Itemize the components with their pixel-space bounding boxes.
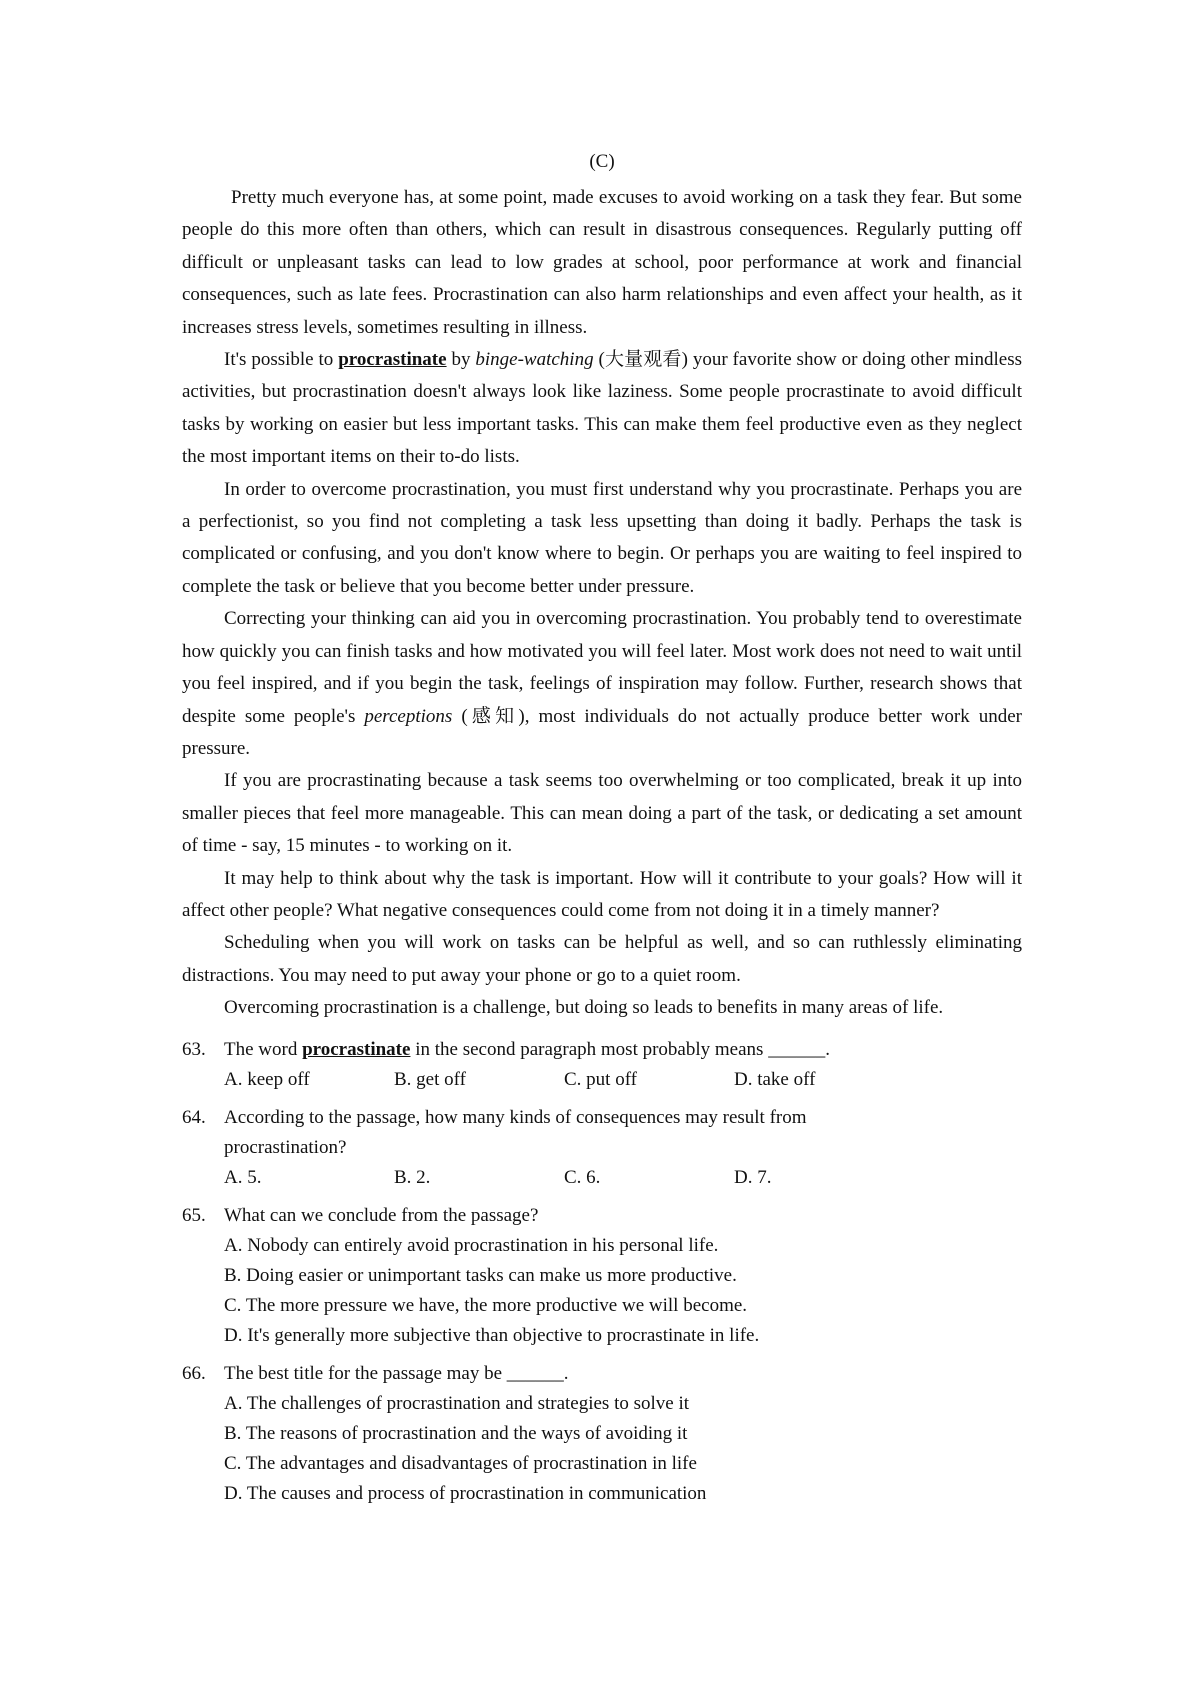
question-list (182, 1035, 1022, 1509)
question-number: 64. (182, 1106, 206, 1128)
question-65 (182, 1201, 1022, 1351)
question-number: 63. (182, 1038, 206, 1060)
question-stem: The best title for the passage may be ______. (224, 1362, 569, 1384)
option-c: C. 6. (564, 1166, 601, 1188)
option-d: D. 7. (734, 1166, 772, 1188)
section-label: (C) (589, 151, 615, 172)
option-b: B. get off (394, 1068, 466, 1090)
paragraph-5: If you are procrastinating because a task seems too overwhelming or too complicated, break it up into smaller pieces that feel more manageable. This can mean doing a part of the task, or dedicating a set amount of time - say, 15 minutes - to working on it. (182, 770, 1022, 857)
option-d: D. It's generally more subjective than objective to procrastinate in life. (224, 1324, 760, 1346)
question-stem-after: in the second paragraph most probably means ______. (410, 1038, 830, 1060)
keyword-procrastinate: procrastinate (338, 349, 447, 371)
question-64 (182, 1103, 1022, 1193)
paragraph-2-text-after: your favorite show or doing other mindless activities, but procrastination doesn't always look like laziness. Some people procrastinate to avoid difficult tasks by working on easier but less important tasks. This can make them feel productive even as they neglect the most important items on their to-do lists. (182, 349, 1022, 468)
option-a: A. Nobody can entirely avoid procrastination in his personal life. (224, 1234, 719, 1256)
paragraph-4-text-before: Correcting your thinking can aid you in overcoming procrastination. You probably tend to overestimate how quickly you can finish tasks and how motivated you will feel later. Most work does not need to wait until you feel inspired, and if you begin the task, feelings of inspiration may follow. Further, research shows that despite some people's (182, 608, 1022, 727)
reading-passage (182, 182, 1022, 1025)
option-b: B. The reasons of procrastination and the ways of avoiding it (224, 1422, 688, 1444)
question-stem (224, 1035, 884, 1065)
question-stem-before: The word (224, 1038, 303, 1060)
option-a: A. 5. (224, 1166, 262, 1188)
paragraph-1: Pretty much everyone has, at some point, made excuses to avoid working on a task they fear. But some people do this more often than others, which can result in disastrous consequences. Regularly putting off difficult or unpleasant tasks can lead to low grades at school, poor performance at work and financial consequences, such as late fees. Procrastination can also harm relationships and even affect your health, as it increases stress levels, sometimes resulting in illness. (182, 187, 1022, 338)
option-a: A. The challenges of procrastination and strategies to solve it (224, 1392, 690, 1414)
paragraph-2-text-mid: by (446, 349, 476, 371)
paragraph-3: In order to overcome procrastination, you must first understand why you procrastinate. Perhaps you are a perfectionist, so you find not completing a task less upsetting than doing it badly. Perhaps the task is complicated or confusing, and you don't know where to begin. Or perhaps you are waiting to feel inspired to complete the task or believe that you become better under pressure. (182, 478, 1022, 597)
option-a: A. keep off (224, 1068, 310, 1090)
paragraph-7: Scheduling when you will work on tasks can be helpful as well, and so can ruthlessly eliminating distractions. You may need to put away your phone or go to a quiet room. (182, 932, 1022, 986)
option-d: D. The causes and process of procrastination in communication (224, 1482, 707, 1504)
italic-term-binge-watching: binge-watching (475, 349, 594, 371)
paragraph-4-text-after: , most individuals do not actually produce better work under pressure. (182, 705, 1022, 759)
question-66 (182, 1359, 1022, 1509)
italic-term-perceptions: perceptions (364, 705, 453, 727)
question-stem: According to the passage, how many kinds of consequences may result from procrastination? (224, 1106, 807, 1158)
paragraph-2 (182, 344, 1022, 474)
paragraph-2-text-before: It's possible to (224, 349, 339, 371)
keyword-procrastinate: procrastinate (302, 1038, 411, 1060)
question-number: 66. (182, 1362, 206, 1384)
paragraph-6: It may help to think about why the task is important. How will it contribute to your goals? How will it affect other people? What negative consequences could come from not doing it in a timely manner? (182, 867, 1022, 921)
option-d: D. take off (734, 1068, 816, 1090)
question-number: 65. (182, 1204, 206, 1226)
option-b: B. Doing easier or unimportant tasks can make us more productive. (224, 1264, 737, 1286)
paragraph-8: Overcoming procrastination is a challenge, but doing so leads to benefits in many areas of life. (224, 997, 944, 1019)
option-c: C. put off (564, 1068, 638, 1090)
paragraph-4 (182, 603, 1022, 765)
chinese-gloss: (大量观看) (593, 349, 688, 371)
option-c: C. The advantages and disadvantages of procrastination in life (224, 1452, 697, 1474)
chinese-gloss: (感知) (452, 705, 525, 727)
option-b: B. 2. (394, 1166, 431, 1188)
question-63 (182, 1035, 1022, 1095)
option-c: C. The more pressure we have, the more productive we will become. (224, 1294, 748, 1316)
question-stem: What can we conclude from the passage? (224, 1204, 539, 1226)
